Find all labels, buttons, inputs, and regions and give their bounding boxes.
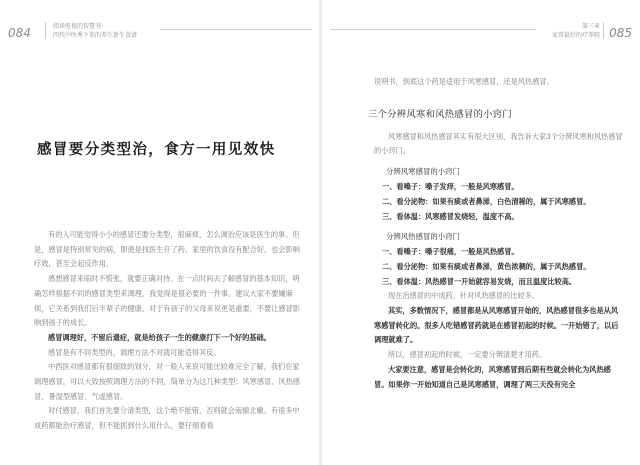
section-heading: 三个分辨风寒和风热感冒的小窍门 xyxy=(368,108,512,120)
paragraph: 现在治感冒的中成药，针对风热感冒的比较多。 xyxy=(388,291,539,301)
paragraph-bold: 感冒调理好，不留后遗症，就是给孩子一生的健康打下一个好的基础。 xyxy=(48,332,271,342)
right-header-rule xyxy=(330,29,536,30)
left-page-number: 084 xyxy=(8,26,31,40)
wind-heat-tips-heading: 分辨风热感冒的小窍门 xyxy=(386,232,460,242)
right-page xyxy=(320,0,640,465)
wind-cold-tips-heading: 分辨风寒感冒的小窍门 xyxy=(386,167,460,177)
right-header-separator xyxy=(603,22,604,39)
paragraph: 所以，感冒初起的时候，一定要分辨清楚才用药。 xyxy=(388,350,547,360)
left-header-separator xyxy=(45,22,46,39)
list-item: 三、看体温：风寒感冒发烧轻，温度不高。 xyxy=(382,211,519,221)
right-header-line-1: 第三章 xyxy=(581,23,600,30)
list-item: 三、看体温：风热感冒一开始就容易发烧，而且温度比较高。 xyxy=(382,276,577,286)
left-body-text xyxy=(34,228,306,434)
right-header-line-2: 家常最好的疗养院 xyxy=(551,32,600,39)
paragraph: 感想感冒来临时不慌张，就要正确对待。在一点时间去了解感冒的基本知识，明确怎样根据不同的感冒类型来调理，我觉得是很必要的一件事。建议大家不要嫌麻烦，它关系到我们后半辈子的健康。对于有孩子的父母来说更是重要，不要让感冒影响到孩子的成长。 xyxy=(34,274,300,328)
right-page-number: 085 xyxy=(609,26,632,40)
list-item: 二、看分泌物：如果有痰或者鼻涕，黄色浓稠的，属于风热感冒。 xyxy=(382,261,591,271)
left-running-header xyxy=(53,22,137,40)
paragraph: 对付感冒，我们首先要分清类型，这个绝不能错，否则就会南辕北辙。有很多中成药都能治疗感冒，但不能抓到什么用什么，要仔细看看 xyxy=(34,406,300,431)
left-header-line-1: 阅读电视的智慧书 xyxy=(53,23,102,30)
list-item: 一、看嗓子：嗓子发痒，一般是风寒感冒。 xyxy=(382,182,519,192)
paragraph: 有的人可能觉得小小的感冒还要分类型，很麻烦，怎么调治应该是医生的事。但是，感冒是特别常见的病，即使是找医生开了药，家里的饮食没有配合好，也会影响疗效，甚至会起反作用。 xyxy=(34,230,300,269)
paragraph-bold: 其实，多数情况下，感冒都是从风寒感冒开始的，风热感冒很多也是从风寒感冒转化的。很多人吃错感冒药就是在感冒初起的时候。一开始错了，以后调理就难了。 xyxy=(374,306,619,345)
continued-text: 说明书，到底这个药是适用于风寒感冒，还是风热感冒。 xyxy=(374,77,554,86)
paragraph: 风寒感冒和风热感冒其实有很大区别，我告诉大家3个分辨风寒和风热感冒的小窍门。 xyxy=(374,131,623,156)
paragraph: 感冒是有不同类型的，调理方法不对就可能适得其反。 xyxy=(48,347,221,357)
list-item: 一、看嗓子：嗓子很痛，一般是风热感冒。 xyxy=(382,247,519,257)
left-header-rule xyxy=(160,29,312,30)
right-body-text xyxy=(368,75,624,392)
list-item: 二、看分泌物：如果有痰或者鼻涕，白色清稀的，属于风寒感冒。 xyxy=(382,196,591,206)
paragraph: 中西医对感冒都有很细致的划分，对一般人来说可能比较难完全了解，我们在家调理感冒，可以大致按照调理方法的不同，简单分为这几种类型：风寒感冒、风热感冒、暑湿型感冒、气虚感冒。 xyxy=(34,362,300,401)
chapter-title: 感冒要分类型治，食方一用见效快 xyxy=(37,141,276,158)
paragraph-bold: 大家要注意，感冒是会转化的，风寒感冒到后期有些就会转化为风热感冒。如果你一开始知道自己是风寒感冒，调理了两三天没有完全 xyxy=(374,364,611,389)
right-running-header xyxy=(552,22,600,40)
left-header-line-2: 四代中医秀下来的养生新生食谱 xyxy=(53,32,138,39)
